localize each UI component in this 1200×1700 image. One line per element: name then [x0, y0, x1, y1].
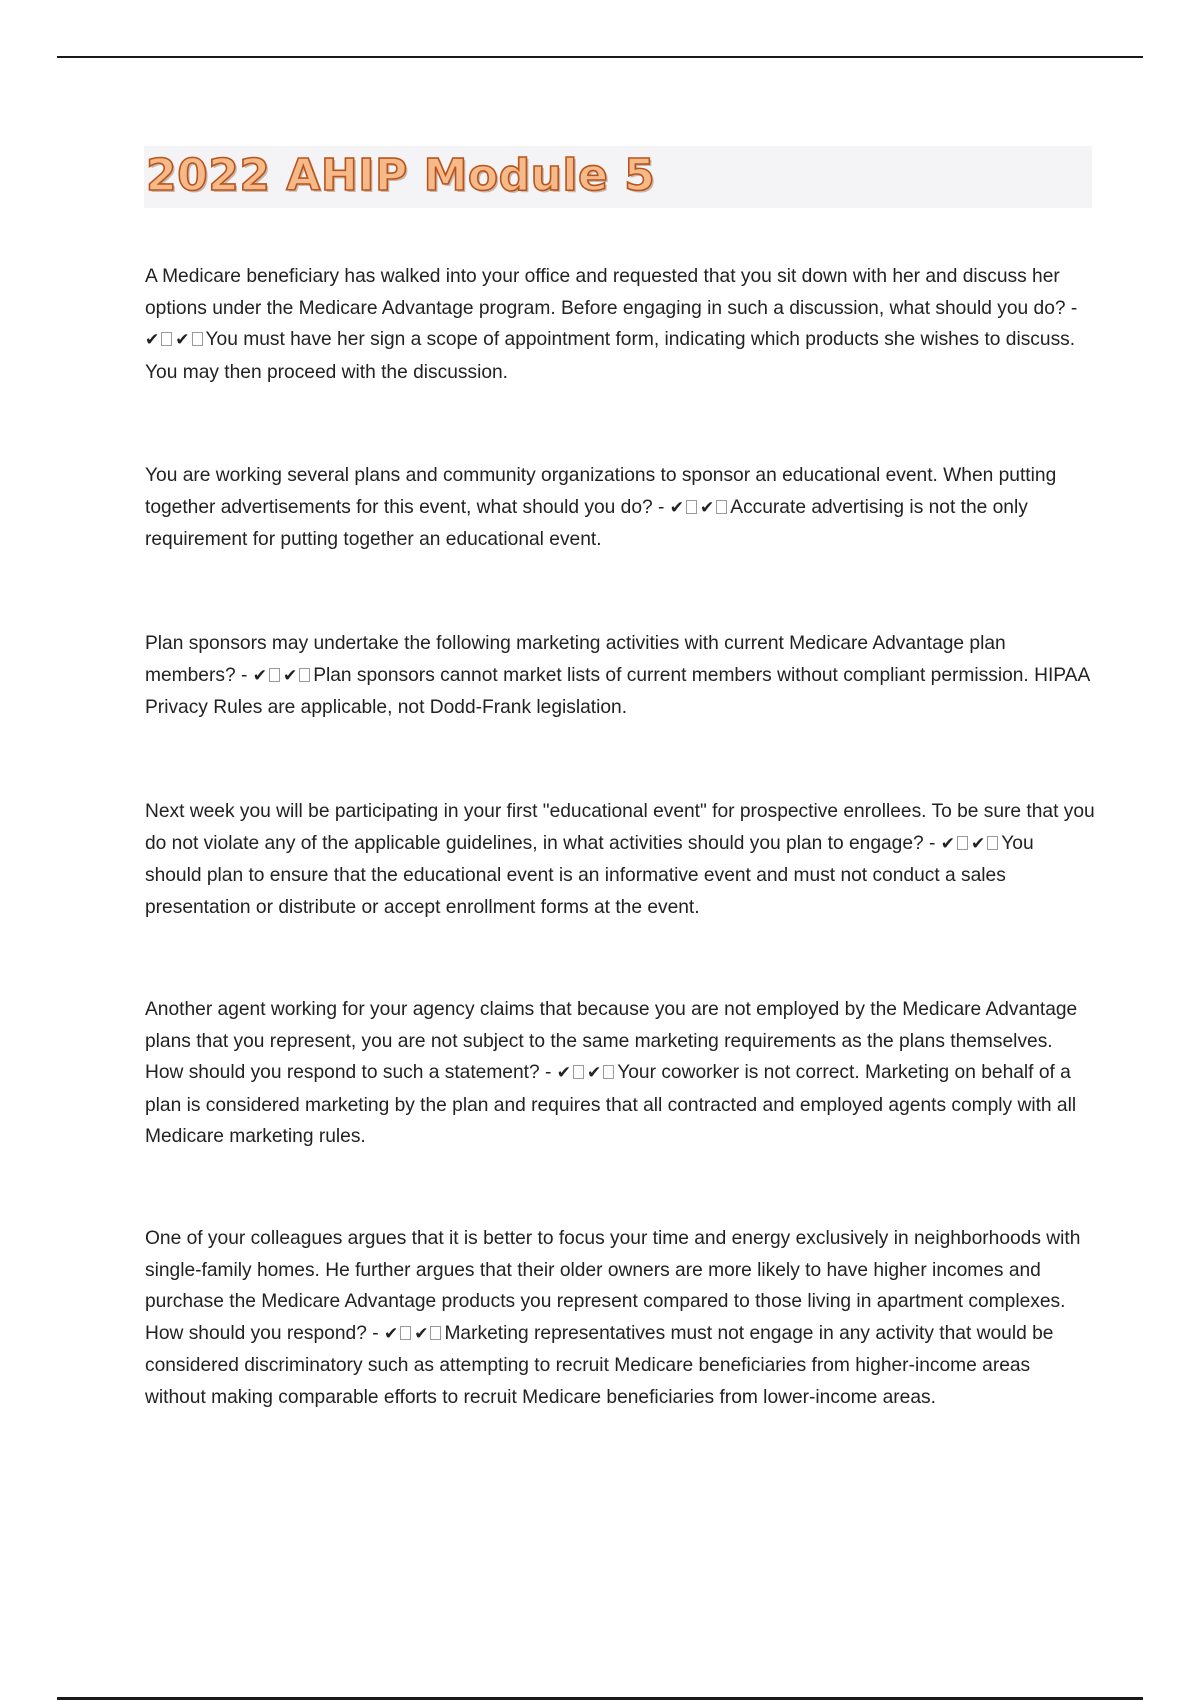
document-title: 2022 AHIP Module 5 — [146, 150, 656, 201]
qa-item-2 — [145, 460, 1095, 556]
answer-text: Marketing representatives must not engage in any activity that would be considered discriminatory such as attempting to recruit Medicare beneficiaries from higher-income areas without making comparable efforts to recruit Medicare beneficiaries from lower-income areas. — [145, 1322, 1054, 1408]
question-text: You are working several plans and community organizations to sponsor an educational event. When putting together advertisements for this event, what should you do? - — [145, 465, 1057, 518]
answer-text: Plan sponsors cannot market lists of current members without compliant permission. HIPAA Privacy Rules are applicable, not Dodd-Frank legislation. — [145, 664, 1090, 718]
check-mark-icon: ✔ ✔ — [384, 1324, 445, 1344]
check-mark-icon: ✔ ✔ — [145, 330, 206, 350]
question-text: One of your colleagues argues that it is better to focus your time and energy exclusively in neighborhoods with single-family homes. He further argues that their older owners are more likely to have higher incomes and purchase the Medicare Advantage products you represent compared to those living in apartment complexes. How should you respond? - — [145, 1228, 1081, 1344]
question-text: A Medicare beneficiary has walked into your office and requested that you sit down with her and discuss her options under the Medicare Advantage program. Before engaging in such a discussion, what should you do? - — [145, 266, 1078, 319]
qa-item-3 — [145, 628, 1095, 724]
top-rule — [57, 56, 1143, 58]
question-text: Plan sponsors may undertake the following marketing activities with current Medicare Advantage plan members? - — [145, 633, 1006, 686]
qa-item-4 — [145, 796, 1095, 923]
answer-text: You must have her sign a scope of appointment form, indicating which products she wishes to discuss. You may then proceed with the discussion. — [145, 329, 1076, 383]
answer-text: Your coworker is not correct. Marketing on behalf of a plan is considered marketing by the plan and requires that all contracted and employed agents comply with all Medicare marketing rules. — [145, 1062, 1077, 1147]
check-mark-icon: ✔ ✔ — [670, 498, 731, 518]
check-mark-icon: ✔ ✔ — [557, 1063, 618, 1083]
check-mark-icon: ✔ ✔ — [941, 834, 1002, 854]
qa-item-6 — [145, 1223, 1095, 1413]
qa-item-5 — [145, 994, 1095, 1153]
qa-item-1 — [145, 261, 1095, 388]
answer-text: You should plan to ensure that the educational event is an informative event and must not conduct a sales presentation or distribute or accept enrollment forms at the event. — [145, 832, 1034, 918]
question-text: Another agent working for your agency claims that because you are not employed by the Medicare Advantage plans that you represent, you are not subject to the same marketing requirements as the plans themselves. How should you respond to such a statement? - — [145, 999, 1078, 1083]
question-text: Next week you will be participating in your first "educational event" for prospective enrollees. To be sure that you do not violate any of the applicable guidelines, in what activities should you plan to engage? - — [145, 801, 1095, 854]
answer-text: Accurate advertising is not the only requirement for putting together an educational event. — [145, 496, 1028, 550]
title-banner — [144, 146, 1092, 208]
check-mark-icon: ✔ ✔ — [253, 666, 314, 686]
